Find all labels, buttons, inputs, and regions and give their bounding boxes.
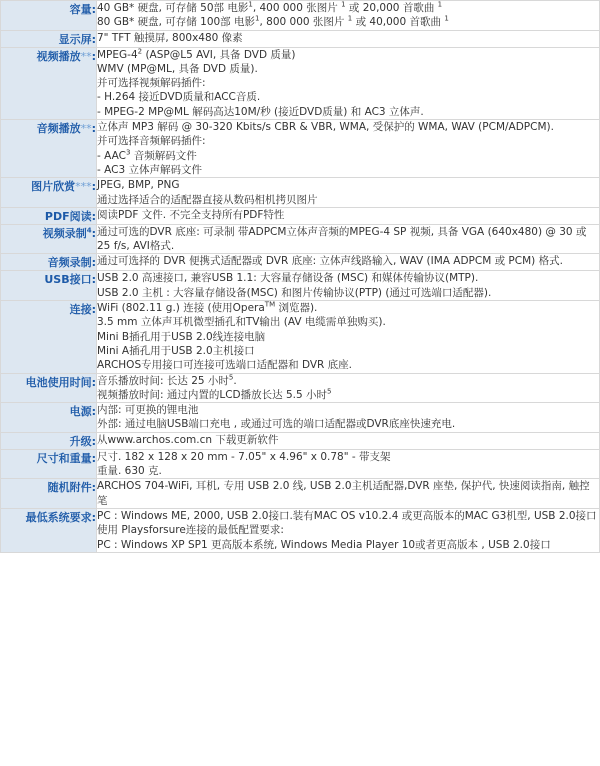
spec-value-line: WMV (MP@ML, 具备 DVD 质量). [97,62,258,75]
spec-value-line: 外部: 通过电脑USB端口充电 , 或通过可选的端口适配器或DVR底座快速充电. [97,418,456,431]
spec-value-line: 并可选择视频解码插件: [97,77,206,90]
spec-value-line: PC : Windows XP SP1 更高版本系统, Windows Media Player 10或者更高版本 , USB 2.0接口 [97,538,551,551]
spec-label: 最低系统要求: [1,508,97,552]
spec-value-line: ARCHOS专用接口可连接可选端口适配器和 DVR 底座. [97,359,353,372]
spec-value-line: 3.5 mm 立体声耳机微型插孔和TV输出 (AV 电缆需单独购买). [97,316,386,329]
spec-row [1,207,600,224]
spec-row [1,479,600,509]
spec-table-body [1,1,600,553]
spec-value-line: - MPEG-2 MP@ML 解码高达10M/秒 (接近DVD质量) 和 AC3 立体声. [97,105,424,118]
spec-value [97,224,600,254]
spec-row [1,47,600,119]
spec-label: 显示屏: [1,30,97,47]
spec-value [97,432,600,449]
spec-value-line: 通过可选的DVR 底座: 可录制 带ADPCM立体声音频的MPEG-4 SP 视频, 具备 VGA (640x480) @ 30 或 25 f/s, AVI格式. [97,225,587,253]
spec-value-line: - H.264 接近DVD质量和ACC音质. [97,91,261,104]
spec-value-line: USB 2.0 主机 : 大容量存储设备(MSC) 和图片传输协议(PTP) (通过可选端口适配器). [97,286,492,299]
spec-row [1,373,600,403]
spec-row [1,30,600,47]
spec-row [1,432,600,449]
spec-value-line: PC : Windows ME, 2000, USB 2.0接口.装有MAC OS v10.2.4 或更高版本的MAC G3机型, USB 2.0接口 [97,509,597,522]
spec-value-line: - AAC$^3$ 音频解码文件 [97,148,197,162]
spec-label: 容量: [1,1,97,31]
spec-value [97,403,600,433]
spec-value-line: 重量. 630 克. [97,465,162,478]
spec-value-line: 从www.archos.com.cn 下载更新软件 [97,433,279,446]
spec-value-line: 7" TFT 触摸屏, 800x480 像素 [97,31,243,44]
spec-value-line: 并可选择音频解码插件: [97,135,206,148]
spec-value-line: 80 GB* 硬盘, 可存储 100部 电影$^1$, 800 000 张图片 $^1$ 或 40,000 首歌曲 $^1$ [97,14,449,29]
spec-value [97,508,600,552]
spec-label: 视频播放**: [1,47,97,119]
spec-value-line: 尺寸. 182 x 128 x 20 mm - 7.05" x 4.96" x 0.78" - 带支架 [97,450,391,463]
spec-value [97,30,600,47]
spec-row [1,1,600,31]
spec-label: 尺寸和重量: [1,449,97,479]
spec-value [97,207,600,224]
spec-label: 连接: [1,301,97,373]
spec-value-line: ARCHOS 704-WiFi, 耳机, 专用 USB 2.0 线, USB 2.0主机适配器,DVR 座垫, 保护代, 快速阅读指南, 触控笔 [97,480,590,507]
spec-label: 音频播放**: [1,120,97,178]
spec-row [1,120,600,178]
spec-label: 随机附件: [1,479,97,509]
spec-value-line: 视频播放时间: 通过内置的LCD播放长达 5.5 小时$^5$ [97,387,332,401]
spec-value [97,449,600,479]
spec-label: 音频录制: [1,254,97,271]
spec-row [1,254,600,271]
spec-row [1,178,600,208]
spec-value-line: 使用 Playsforsure连接的最低配置要求: [97,524,284,537]
spec-value [97,1,600,31]
spec-value [97,254,600,271]
spec-value [97,178,600,208]
spec-value [97,301,600,373]
spec-label: 电源: [1,403,97,433]
spec-value-line: 立体声 MP3 解码 @ 30-320 Kbits/s CBR & VBR, WMA, 受保护的 WMA, WAV (PCM/ADPCM). [97,121,554,134]
spec-value-line: 40 GB* 硬盘, 可存储 50部 电影$^1$, 400 000 张图片 $^1$ 或 20,000 首歌曲 $^1$ [97,0,443,14]
spec-label: 电池使用时间: [1,373,97,403]
spec-label: 升级: [1,432,97,449]
spec-row [1,301,600,373]
spec-value [97,120,600,178]
spec-value-line: 内部: 可更换的锂电池 [97,404,199,417]
spec-value-line: 音乐播放时间: 长达 25 小时$^5$. [97,373,237,387]
spec-label: USB接口: [1,271,97,301]
spec-value-line: WiFi (802.11 g.) 连接 (使用Opera™ 浏览器). [97,300,318,315]
spec-value [97,373,600,403]
spec-value-line: 通过可选择的 DVR 便携式适配器或 DVR 底座: 立体声线路输入, WAV (IMA ADPCM 或 PCM) 格式. [97,255,563,268]
spec-label: 图片欣赏***: [1,178,97,208]
spec-value-line: - AC3 立体声解码文件 [97,163,202,176]
spec-row [1,403,600,433]
spec-value-line: 通过选择适合的适配器直接从数码相机拷贝图片 [97,193,318,206]
spec-row [1,224,600,254]
spec-value-line: Mini A插孔用于USB 2.0主机接口 [97,344,255,357]
spec-value [97,47,600,119]
spec-value [97,271,600,301]
spec-value-line: Mini B插孔用于USB 2.0线连接电脑 [97,330,266,343]
spec-value-line: JPEG, BMP, PNG [97,179,180,192]
spec-row [1,449,600,479]
spec-value-line: MPEG-$4^2$ (ASP@L5 AVI, 具备 DVD 质量) [97,47,296,61]
spec-row [1,271,600,301]
spec-value-line: USB 2.0 高速接口, 兼容USB 1.1: 大容量存储设备 (MSC) 和媒体传输协议(MTP). [97,272,479,285]
spec-row [1,508,600,552]
spec-value-line: 阅读PDF 文件. 不完全支持所有PDF特性 [97,208,285,221]
spec-label: 视频录制$^4$: [1,224,97,254]
spec-label: PDF阅读: [1,207,97,224]
spec-value [97,479,600,509]
